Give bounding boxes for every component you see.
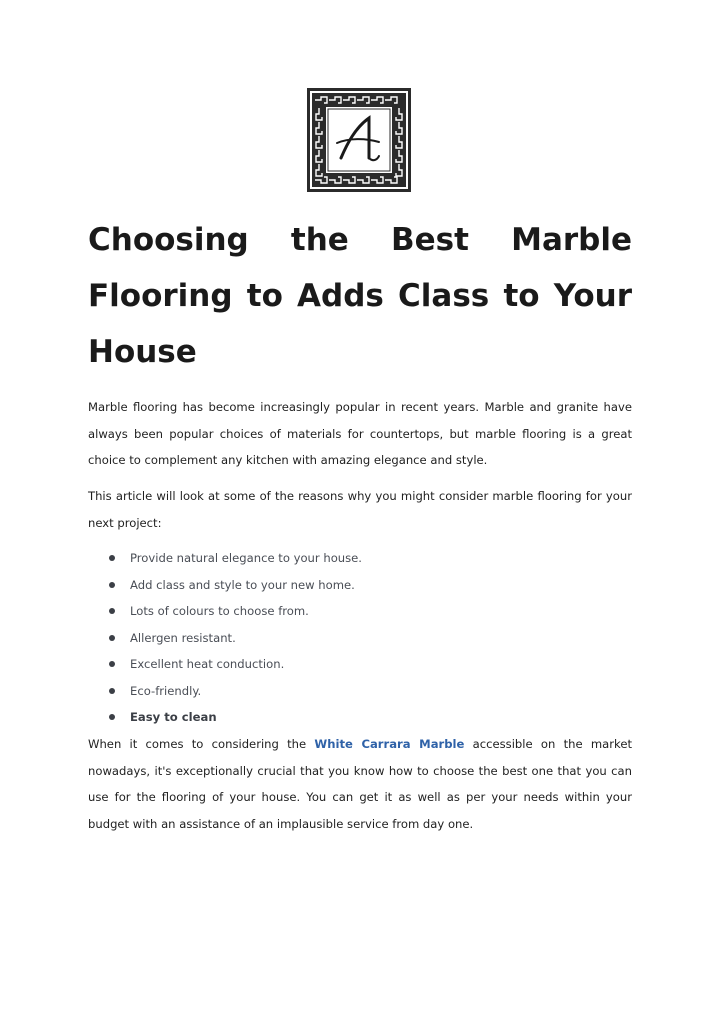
closing-paragraph — [88, 731, 632, 837]
closing-text-start: When it comes to considering the — [88, 737, 315, 751]
list-item — [104, 704, 384, 731]
list-item-text: Eco-friendly. — [130, 683, 202, 698]
bullet-icon — [109, 555, 115, 561]
bullet-icon — [109, 635, 115, 641]
list-item — [104, 678, 384, 705]
list-item — [104, 598, 384, 625]
intro-paragraph: Marble flooring has become increasingly popular in recent years. Marble and granite have always been popular choices of materials for countertops, but marble flooring is a great choice to complement any kitchen with amazing elegance and style. — [88, 400, 632, 467]
greek-key-monogram-logo-icon — [307, 88, 411, 192]
lead-in-paragraph: This article will look at some of the reasons why you might consider marble flooring for your next project: — [88, 489, 632, 530]
bullet-icon — [109, 608, 115, 614]
list-item-text: Lots of colours to choose from. — [130, 604, 309, 618]
page-title: Choosing the Best Marble Flooring to Adds Class to Your House — [88, 222, 632, 370]
bullet-icon — [109, 661, 115, 667]
list-item-text: Excellent heat conduction. — [130, 657, 285, 671]
list-item — [104, 572, 384, 599]
list-item — [104, 625, 384, 652]
bullet-icon — [109, 688, 115, 694]
bullet-icon — [109, 582, 115, 588]
list-item — [104, 545, 384, 572]
logo — [307, 88, 411, 192]
list-item-text: Allergen resistant. — [130, 630, 236, 645]
feature-list — [104, 545, 384, 731]
list-item — [104, 651, 384, 678]
bullet-icon — [109, 714, 115, 720]
list-item-text: Provide natural elegance to your house. — [130, 551, 362, 565]
closing-text-end: accessible on the market nowadays, it's exceptionally crucial that you know how to choose the best one that you can use for the flooring of your house. You can get it as well as per your needs within your budget with an assistance of an implausible service from day one. — [88, 737, 632, 831]
list-item-text: Add class and style to your new home. — [130, 577, 355, 592]
white-carrara-marble-link[interactable]: White Carrara Marble — [314, 737, 465, 751]
list-item-text: Easy to clean — [130, 710, 217, 724]
